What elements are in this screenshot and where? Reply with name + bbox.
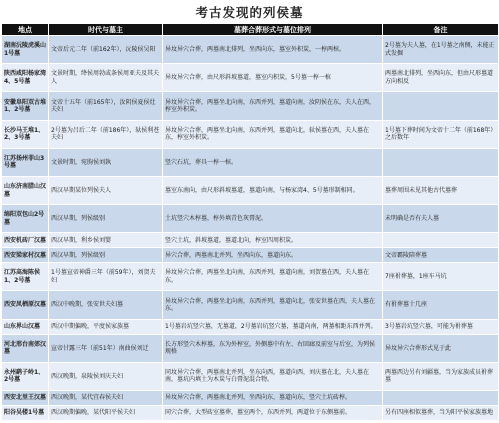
- marquis-tombs-table: [1, 23, 499, 421]
- table-row: [2, 291, 499, 319]
- cell-era: 西汉晚期，泉陵侯刘庆夫妇: [49, 362, 163, 390]
- cell-form: 异坟异穴合葬，两墓坐北向南，东西并列，墓道向南，汝阴侯在东，夫人在西，椁室外积炭。: [163, 92, 383, 120]
- cell-era: 文帝后元二年（前162年），沅陵侯吴阳: [49, 36, 163, 64]
- cell-site: 陕西咸阳杨家湾4、5号墓: [2, 64, 49, 92]
- table-row: [2, 263, 499, 291]
- cell-site: 河北邢台南郊汉墓: [2, 334, 49, 362]
- cell-note: 异坟异穴合葬形式见于此: [383, 334, 499, 362]
- table-row: [2, 148, 499, 176]
- cell-era: 西汉早期，列侯级别: [49, 248, 163, 263]
- header-era: 时代与墓主: [49, 24, 163, 36]
- cell-form: 异穴合葬，两墓南北并列，坐西向东，墓道向东。: [163, 248, 383, 263]
- cell-site: 永州鹞子岭1、2号墓: [2, 362, 49, 390]
- cell-site: 阳谷吴楼1号墓: [2, 406, 49, 421]
- cell-site: 湖南沅陵虎溪山1号墓: [2, 36, 49, 64]
- cell-note: [383, 92, 499, 120]
- table-row: [2, 233, 499, 248]
- table-row: [2, 334, 499, 362]
- table-row: [2, 391, 499, 406]
- table-row: [2, 92, 499, 120]
- cell-note: 3号墓岩坑竖穴墓，可能为祔葬墓: [383, 319, 499, 334]
- cell-site: 江苏高海陈侯1、2号墓: [2, 263, 49, 291]
- cell-form: 异坟异穴合葬，两墓南北并列，坐西向东，墓道向东，竖穴土坑砖椁。: [163, 391, 383, 406]
- cell-note: 未明确是否有夫人墓: [383, 205, 499, 233]
- table-row: [2, 120, 499, 148]
- table-row: [2, 362, 499, 390]
- cell-form: 异坟异穴合葬，两墓坐北向南，东西并列，墓道向南，刘贺墓在西，夫人墓在东。: [163, 263, 383, 291]
- header-form: 墓葬合葬形式与墓位排列: [163, 24, 383, 36]
- cell-era: 西汉中期偏晚，平度侯家族墓: [49, 319, 163, 334]
- cell-era: 西汉中晚期，张安世夫妇墓: [49, 291, 163, 319]
- cell-era: 西汉早期，列侯级别: [49, 205, 163, 233]
- cell-site: 西安北里王汉墓: [2, 391, 49, 406]
- cell-site: 长沙马王堆1、2、3号墓: [2, 120, 49, 148]
- cell-note: [383, 233, 499, 248]
- cell-site: 西安机砖厂汉墓: [2, 233, 49, 248]
- cell-site: 山东济南腊山汉墓: [2, 176, 49, 204]
- cell-site: 山东界山汉墓: [2, 319, 49, 334]
- cell-form: 同坟异穴合葬，两墓南北并列，坐东向西，墓道向西，刘庆墓在北，夫人墓在南，墓坑内填土为木炭与白膏泥混合物。: [163, 362, 383, 390]
- cell-note: [383, 148, 499, 176]
- cell-note: [383, 391, 499, 406]
- table-row: [2, 319, 499, 334]
- cell-era: 文景时期，宛朐侯刘埶: [49, 148, 163, 176]
- cell-site: 绵阳双包山2号墓: [2, 205, 49, 233]
- cell-form: 长方形竖穴木椁墓，东为外椁室，外侧墓中有左、右回廊及前室与后室，为列侯规格: [163, 334, 383, 362]
- cell-site: 安徽阜阳双古堆1、2号墓: [2, 92, 49, 120]
- cell-form: 竖穴土坑，斜坡墓道，墓道北向，椁室四周积炭。: [163, 233, 383, 248]
- cell-site: 西安梁家村汉墓: [2, 248, 49, 263]
- header-row: [2, 24, 499, 36]
- table-row: [2, 205, 499, 233]
- cell-form: 1号墓岩坑竖穴墓，无墓道，2号墓岩坑竖穴墓，墓道向南，两墓相距东西并列。: [163, 319, 383, 334]
- cell-form: 同穴合葬，大型砖室墓葬，墓室两个，东西并列，两道位于东侧墓前。: [163, 406, 383, 421]
- cell-era: 西汉晚期，某代宜春侯夫妇: [49, 391, 163, 406]
- cell-form: 异坟异穴合葬，两墓坐北向南，东西并列，墓道向北，张安世墓在西，夫人墓在东。: [163, 291, 383, 319]
- cell-form: 墓室东南向，由尺形斜坡墓道，墓道向南，与杨家湾4、5号墓形制相同。: [163, 176, 383, 204]
- cell-form: 竖穴石坑，葬具一椁一棺。: [163, 148, 383, 176]
- cell-era: 西汉晚期偏晚，某代阳平侯夫妇: [49, 406, 163, 421]
- table-title: 考古发现的列侯墓: [195, 5, 304, 20]
- cell-note: 7座祔葬墓，1座车马坑: [383, 263, 499, 291]
- cell-form: 异坟异穴合葬，由尺形斜坡墓道，墓室内积炭，5号墓一椁一棺: [163, 64, 383, 92]
- cell-site: 西安凤栖原汉墓: [2, 291, 49, 319]
- cell-era: 文景时期，绛侯周勃或条侯周亚夫及其夫人: [49, 64, 163, 92]
- header-site: 地点: [2, 24, 49, 36]
- cell-era: 西汉早期某位列侯夫人: [49, 176, 163, 204]
- cell-note: 1号墓下葬时间为文帝十二年（前168年）之后数年: [383, 120, 499, 148]
- cell-era: 西汉早期，利乡侯刘婴: [49, 233, 163, 248]
- table-row: [2, 248, 499, 263]
- cell-form: 异坟异穴合葬，两墓坐北向南，东西并列，墓道向北，轪侯墓在西，夫人墓在东，椁室外积炭。: [163, 120, 383, 148]
- cell-era: 文帝十五年（前165年），汝阴侯夏侯灶夫妇: [49, 92, 163, 120]
- cell-note: 两墓南北排列，坐西向东，但由尺形墓道方向相反: [383, 64, 499, 92]
- header-note: 备注: [383, 24, 499, 36]
- cell-era: 1号墓宣帝神爵三年（前59年），刘贺夫妇: [49, 263, 163, 291]
- table-row: [2, 176, 499, 204]
- cell-note: 有祔葬墓十几座: [383, 291, 499, 319]
- table-row: [2, 406, 499, 421]
- cell-note: 两墓西边另有刘疆墓，当为家族成员祔葬墓: [383, 362, 499, 390]
- table-row: [2, 36, 499, 64]
- table-row: [2, 64, 499, 92]
- cell-era: 宣帝甘露三年（前51年）南曲侯刘迁: [49, 334, 163, 362]
- cell-note: 另有四座相似墓葬，当为阳平侯家族墓地: [383, 406, 499, 421]
- cell-note: 2号墓为夫人墓，在1号墓之南侧，未能正式发掘: [383, 36, 499, 64]
- cell-note: 文帝霸陵陪葬墓: [383, 248, 499, 263]
- cell-site: 江苏扬州菲山3号墓: [2, 148, 49, 176]
- cell-form: 异坟异穴合葬，两墓南北排列，坐西向东，墓室外积炭，一椁两棺。: [163, 36, 383, 64]
- cell-form: 土坑竖穴木椁墓，椁外填青色灰膏泥。: [163, 205, 383, 233]
- cell-note: 墓葬周围未见其他古代墓葬: [383, 176, 499, 204]
- cell-era: 2号墓为吕后二年（前186年），轪侯利苍夫妇: [49, 120, 163, 148]
